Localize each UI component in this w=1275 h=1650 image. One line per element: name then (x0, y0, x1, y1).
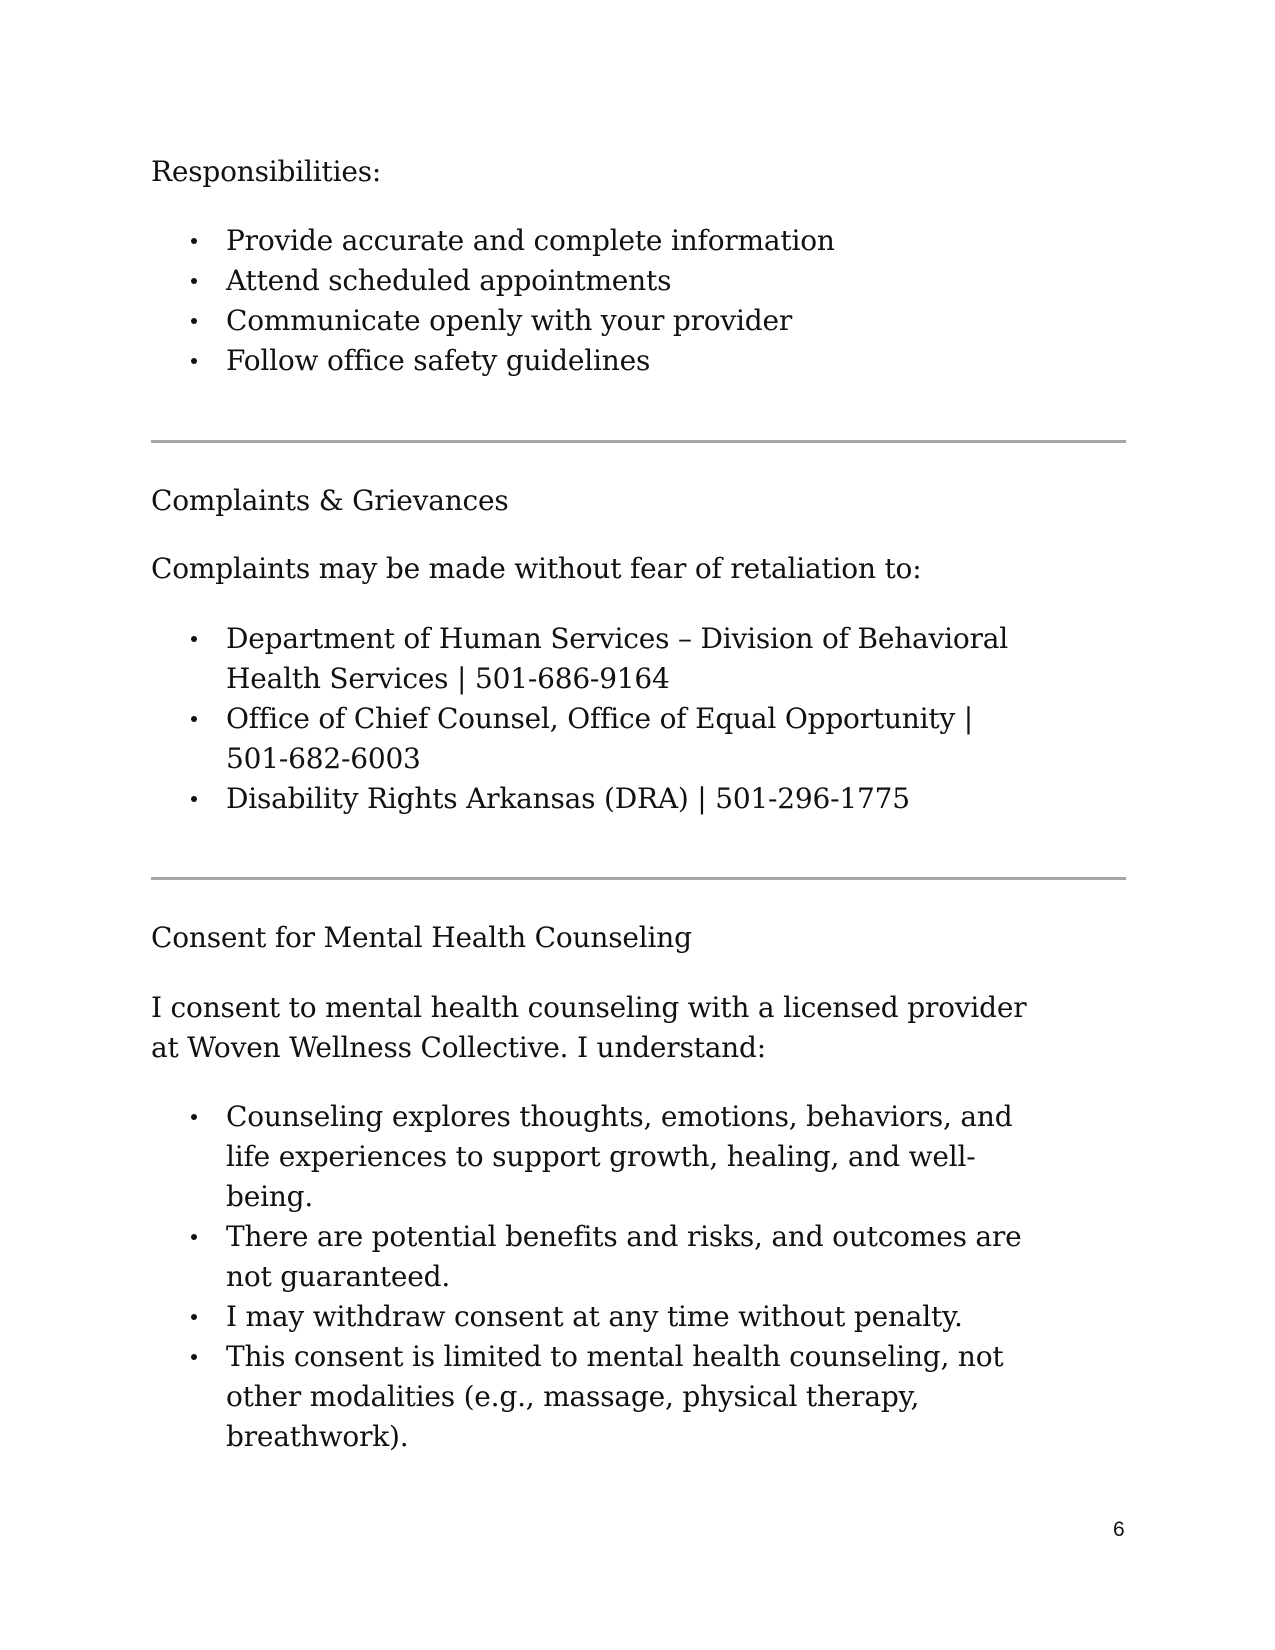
list-item-text: other modalities (e.g., massage, physical therapy, (226, 1380, 920, 1413)
list-item-text: being. (226, 1180, 314, 1213)
bullet-icon (191, 278, 197, 284)
list-item-text: breathwork). (226, 1420, 409, 1453)
bullet-icon (191, 238, 197, 244)
bullet-icon (191, 716, 197, 722)
list-item (151, 619, 1008, 699)
bullet-icon (191, 318, 197, 324)
list-item (151, 221, 835, 261)
list-item-text: Department of Human Services – Division of Behavioral (226, 622, 1009, 655)
list-item (151, 1297, 1021, 1337)
section-divider (151, 440, 1126, 443)
list-item-text: Provide accurate and complete information (226, 224, 835, 257)
bullet-icon (191, 1234, 197, 1240)
list-item (151, 1337, 1021, 1457)
bullet-icon (191, 358, 197, 364)
responsibilities-heading: Responsibilities: (151, 155, 382, 188)
list-item-text: Counseling explores thoughts, emotions, behaviors, and (226, 1100, 1013, 1133)
list-item-text: Follow office safety guidelines (226, 344, 651, 377)
list-item-text: Communicate openly with your provider (226, 304, 793, 337)
complaints-intro: Complaints may be made without fear of retaliation to: (151, 552, 922, 585)
page-number: 6 (1113, 1518, 1125, 1541)
list-item-text: This consent is limited to mental health counseling, not (226, 1340, 1004, 1373)
list-item (151, 699, 1008, 779)
list-item-text: not guaranteed. (226, 1260, 451, 1293)
list-item-text: Health Services | 501-686-9164 (226, 662, 670, 695)
list-item-text: life experiences to support growth, healing, and well- (226, 1140, 976, 1173)
list-item (151, 1097, 1021, 1217)
bullet-icon (191, 796, 197, 802)
consent-intro-line: at Woven Wellness Collective. I understand: (151, 1031, 766, 1064)
consent-intro (151, 988, 1026, 1068)
list-item (151, 779, 1008, 819)
consent-intro-line: I consent to mental health counseling with a licensed provider (151, 991, 1027, 1024)
consent-list (151, 1097, 1021, 1457)
bullet-icon (191, 1114, 197, 1120)
section-divider (151, 877, 1126, 880)
list-item-text: 501-682-6003 (226, 742, 421, 775)
complaints-heading: Complaints & Grievances (151, 484, 509, 517)
list-item (151, 1217, 1021, 1297)
list-item-text: Office of Chief Counsel, Office of Equal Opportunity | (226, 702, 973, 735)
bullet-icon (191, 1354, 197, 1360)
list-item-text: I may withdraw consent at any time without penalty. (226, 1300, 963, 1333)
list-item (151, 341, 835, 381)
bullet-icon (191, 636, 197, 642)
list-item-text: Disability Rights Arkansas (DRA) | 501-296-1775 (226, 782, 910, 815)
responsibilities-list (151, 221, 835, 381)
list-item (151, 301, 835, 341)
bullet-icon (191, 1314, 197, 1320)
list-item-text: Attend scheduled appointments (226, 264, 672, 297)
list-item-text: There are potential benefits and risks, and outcomes are (226, 1220, 1022, 1253)
list-item (151, 261, 835, 301)
consent-heading: Consent for Mental Health Counseling (151, 921, 692, 954)
complaints-list (151, 619, 1008, 819)
